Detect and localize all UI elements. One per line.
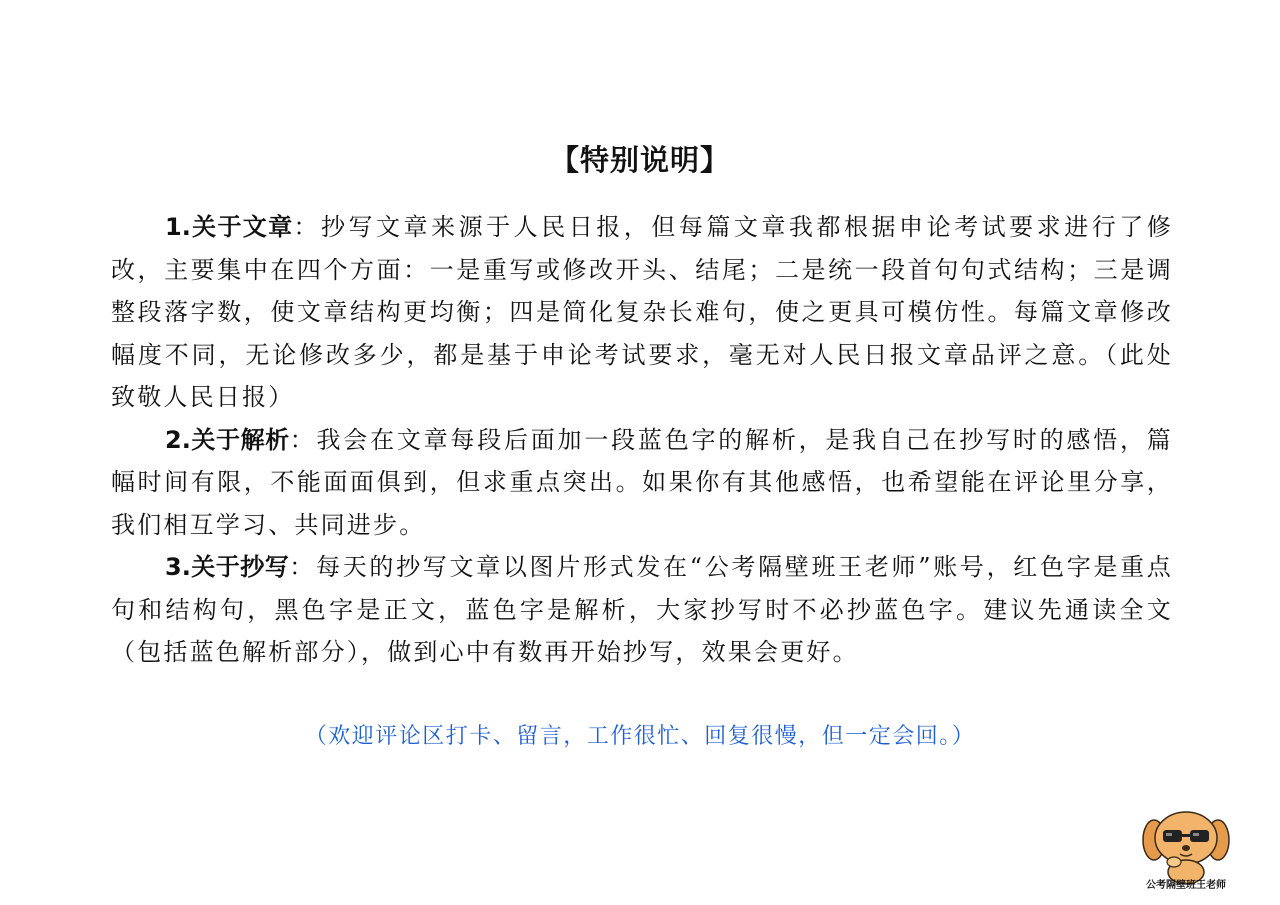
paragraph-text: ：我会在文章每段后面加一段蓝色字的解析，是我自己在抄写时的感悟，篇幅时间有限，不能面面俱到，但求重点突出。如果你有其他感悟，也希望能在评论里分享，我们相互学习、共同进步。 (111, 425, 1173, 539)
paragraph-about-copying (111, 546, 1173, 674)
paragraph-heading: 1.关于文章 (165, 213, 294, 241)
logo-caption: 公考隔壁班王老师 (1146, 880, 1226, 891)
footer-note: （欢迎评论区打卡、留言，工作很忙、回复很慢，但一定会回。） (304, 724, 976, 749)
paragraph-heading: 2.关于解析 (165, 425, 290, 454)
paragraph-heading: 3.关于抄写 (165, 553, 290, 581)
paragraph-about-analysis (111, 419, 1173, 547)
paragraph-text: ：每天的抄写文章以图片形式发在“公考隔壁班王老师”账号，红色字是重点句和结构句，黑色字是正文，蓝色字是解析，大家抄写时不必抄蓝色字。建议先通读全文（包括蓝色解析部分），做到心中有数再开始抄写，效果会更好。 (111, 553, 1173, 666)
paragraph-text: ：抄写文章来源于人民日报，但每篇文章我都根据申论考试要求进行了修改，主要集中在四个方面：一是重写或修改开头、结尾；二是统一段首句句式结构；三是调整段落字数，使文章结构更均衡；四是简化复杂长难句，使之更具可模仿性。每篇文章修改幅度不同，无论修改多少，都是基于申论考试要求，毫无对人民日报文章品评之意。（此处致敬人民日报） (111, 213, 1173, 411)
document-body (111, 206, 1173, 674)
page-title: 【特别说明】 (549, 143, 730, 177)
paragraph-about-article (111, 206, 1173, 419)
